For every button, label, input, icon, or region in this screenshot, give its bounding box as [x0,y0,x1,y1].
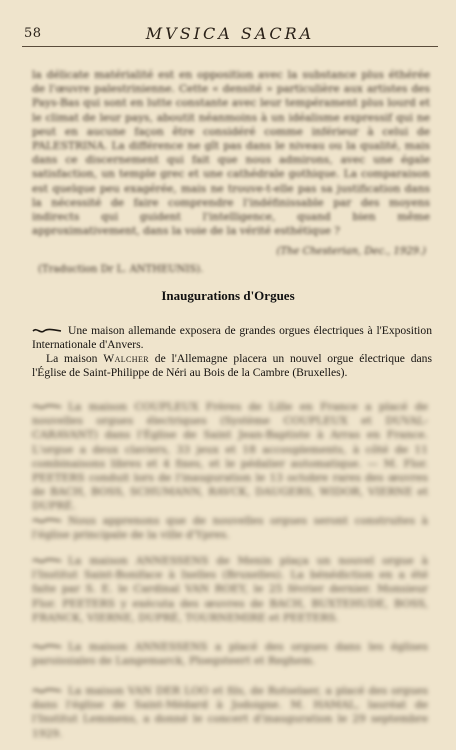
blurred-paragraph-4: La maison ANNESSENS a placé des orgues dans les églises paroissiales de Langemarck, Ploegsteert et Reghem. [32,641,428,668]
citation: (The Chesterian, Dec., 1929.) [276,246,426,257]
swash-ornament-icon [32,687,62,695]
swash-ornament-icon [32,327,62,335]
header-divider [22,46,438,47]
firm-name: Walcher [103,352,149,365]
section-title: Inaugurations d'Orgues [161,288,295,303]
running-title: MVSICA SACRA [145,24,315,43]
paragraph-walcher [32,352,432,380]
paragraph-orgues-anvers [32,324,432,352]
paragraph-rest: de l'Allemagne placera un nouvel orgue électrique dans l'Église de Saint-Philippe de Néri au Bois de la Cambre (Bruxelles). [32,352,432,380]
paragraph-lead: La maison [46,352,98,365]
blurred-paragraph-5: La maison VAN DER LOO et fils, de Rotselaer, a placé des orgues dans l'église de Saint-Médard à Jodoigne. M. HAMAL, lauréat de l'Institut Lemmens, a donné le concert d'inauguration le 29 septembre 1929. [32,685,428,740]
blurred-paragraph-2: Nous apprenons que de nouvelles orgues seront construites à l'église principale de la ville d'Ypres. [32,515,428,542]
blurred-paragraph-3: La maison ANNESSENS de Menin plaça un nouvel orgue à l'Institut Saint-Boniface à Ixelles (Bruxelles). La bénédiction en a été faite par S. E. le Cardinal VAN ROEY, le 25 février dernier. Monsieur Flor. PEETERS y exécuta des œuvres de BACH, BUXTEHUDE, BOSS, FRANCK, VIERNE, DUPRÉ, TOURNEMIRE et PEETERS. [32,555,428,624]
swash-ornament-icon [32,517,62,525]
swash-ornament-icon [32,557,62,565]
swash-ornament-icon [32,643,62,651]
page-number: 58 [24,26,42,41]
swash-ornament-icon [32,403,62,411]
page-header [22,22,438,44]
blurred-paragraph-1: La maison COUPLEUX Frères de Lille en France a placé de nouvelles orgues électriques (Système COUPLEUX et DUVAL-CARAVANT) dans l'Église de Saint Jean-Baptiste à Arras en France. L'orgue a deux claviers, 33 jeux et 18 accouplements, à côté de 11 combinaisons libres et 4 fixes, et le pédalier automatique. — M. Flor. PEETERS conduit lors de l'inauguration le 13 octobre rares des œuvres de BACH, BOSS, SCHUMANN, RAVCK, DAUGERS, WIDOR, VIERNE et DUPRÉ. [32,401,428,513]
translation-credit: (Traduction Dr L. ANTHEUNIS). [38,264,204,275]
top-paragraph: la délicate matérialité est en opposition avec la substance plus éthérée de l'œuvre palestrinienne. Cette « densité » particulière aux artistes des Pays-Bas qui sont en lutte constante avec leur tempérament plus lourd et le climat de leur pays, aboutit néanmoins à un idéalisme expressif qui ne peut en aucune façon être considéré comme inférieur à celui de PALESTRINA. La différence ne gît pas dans le niveau ou la qualité, mais dans ce discernement qui fait que nous admirons, avec une égale satisfaction, un temple grec et une cathédrale gothique. La comparaison est quelque peu exagérée, mais ne trouve-t-elle pas sa justification dans la nécessité de faire comprendre l'indéfinissable par des moyens indirects qui guident l'intelligence, quand bien même approximativement, dans la voie de la vérité esthétique ? [32,69,430,238]
paragraph-text: Une maison allemande exposera de grandes orgues électriques à l'Exposition Internationale d'Anvers. [32,324,432,352]
